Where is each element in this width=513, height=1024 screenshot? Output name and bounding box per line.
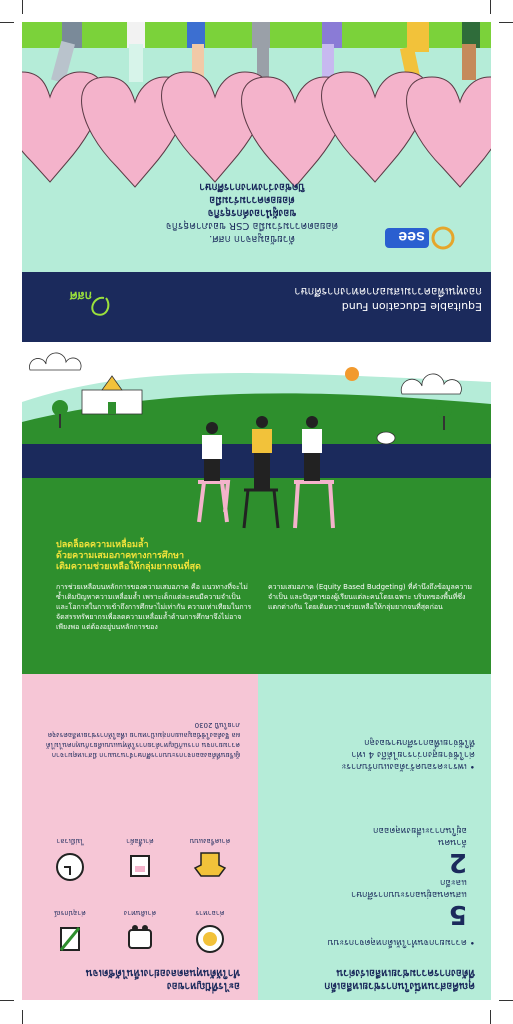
stat-line-c: และอีก [439,877,467,887]
green-body-left: การช่วยเหลือบนหลักการของความเสมอภาค คือ แนวทางที่จะไม่ซ้ำเติมปัญหาความเหลื่อมล้ำ เพราะเด็กแต่ละคนมีความจำเป็นและโอกาสในการเข้าถึงการศึกษาไม่เท่ากัน ความเท่าเทียมในการจัดสรรทรัพยากรเพื่อลดความเหลื่อมล้ำด้านการศึกษาจึงไม่อาจเพียงพอ แต่ต้องอยู่บนหลักการของ [56,583,252,631]
food-icon [193,922,227,956]
supplies-icon [53,922,87,956]
crop-mark [0,22,14,23]
cost-label: ค่าเดินทาง [123,909,157,917]
clock-icon [53,850,87,884]
mint-title-0: คุณคือส่วนหนึ่งในการช่วยเหลือเด็ก [324,980,475,991]
bullet-2-line-1: ที่ใช้จ่ายเพื่อการศึกษาของลูก [364,737,475,747]
green-heading [56,540,476,573]
banner-title-block [202,284,482,314]
cost-item [110,836,170,884]
top-panel-subtitle-1: ด้วยข้อมูลจาก กสศ. [209,233,295,244]
mint-panel [258,674,491,1000]
cost-label: ไม่มีเวลา [56,837,84,845]
bullet-dot: • [466,761,475,771]
pink-panel [22,674,258,1000]
banner [22,272,491,342]
crop-mark [490,1010,491,1024]
mint-panel-content [258,674,491,1000]
crop-mark [490,0,491,14]
equity-scene [22,342,491,534]
pink-title [40,966,240,992]
top-panel-subtitle-0: ต่อยอดความร่วมมือ CSR ของภาคธุรกิจ [165,220,339,231]
crop-mark [0,1000,14,1001]
pink-title-1: ทำให้ต้นทุนลดลงอย่างเห็นได้ชัดเจน [85,967,240,978]
mint-bullet-1 [270,936,475,948]
cost-icons [40,786,240,956]
crop-mark [22,0,23,14]
banner-title-en: Equitable Education Fund [341,300,482,313]
green-panel [22,534,491,674]
eef-logo [56,286,116,326]
see-logo-icon [377,190,457,260]
see-logo-text: see [398,228,425,245]
bullet-text: เพราะครอบครัวต้องแบกรับภาระ [341,761,467,771]
green-heading-2: เติมความช่วยเหลือให้กลุ่มยากจนที่สุด [56,562,201,572]
top-panel-title-2: ของผู้นำองค์กรธุรกิจ [207,207,297,218]
mint-title-1: ที่ต้องการความช่วยเหลือเร่งด่วน [336,967,475,978]
bullet-text: ความยากจนทำให้เด็กหลุดจากระบบ [327,937,467,947]
cost-item [40,908,100,956]
mint-title [270,966,475,992]
cost-item [180,836,240,884]
eef-logo-text: กสศ [69,289,92,303]
clothes-icon [123,850,157,884]
cost-label: ค่าอาหาร [195,909,225,917]
green-heading-1: ด้วยความเสมอภาคทางการศึกษา [56,551,185,561]
travel-icon [123,922,157,956]
cost-item [40,836,100,884]
mint-bullet-2 [270,736,475,772]
stat-block [267,824,467,928]
top-panel-title-0: ปิดช่องว่างทางการศึกษา [199,181,305,192]
uniform-icon [193,850,227,884]
crop-mark [499,22,513,23]
cost-label: ค่าเครื่องแบบ [189,837,231,845]
equity-illustration [22,342,491,534]
green-heading-0: ปลดล็อคความเหลื่อมล้ำ [56,540,149,550]
banner-title-th: กองทุนเพื่อความเสมอภาคทางการศึกษา [294,285,482,298]
crop-mark [499,1000,513,1001]
top-panel [22,22,491,272]
crop-mark [22,1010,23,1024]
bullet-2-line-0: ค่าใช้จ่ายสูงกว่ารายได้ถึง 4 เท่า [351,749,475,759]
cost-label: ค่าเสื้อผ้า [126,837,154,845]
stat-line-d: อยู่ในภาวะเสี่ยงหลุดออก [373,825,467,835]
top-panel-title-1: ต่อยอดความร่วมมือ [209,194,295,205]
cost-item [180,908,240,956]
stat-number-2: 2 [448,847,467,877]
green-body-right: ความเสมอภาค (Equity Based Budgeting) ที่คำนึงถึงข้อมูลความจำเป็น และปัญหาของผู้เรียนแต่ละคนโดยเฉพาะ บริบทของพื้นที่ซึ่งแตกต่างกัน โดยเติมความช่วยเหลือให้กลุ่มยากจนที่สุดก่อน [268,583,472,611]
cost-item [110,908,170,956]
pink-title-0: อะไรที่ปัญหาของ [166,980,240,991]
stat-number-5: 5 [448,899,467,929]
top-panel-text [132,180,372,245]
stat-line-b: ล้านคน [438,837,467,847]
pink-panel-content [22,674,258,1000]
cost-label: ค่าอุปกรณ์ [54,909,86,917]
stat-line-a: แสนคนอยู่นอกระบบการศึกษา [351,889,467,899]
pink-body: ผู้เรียนที่ต้องออกจากระบบการศึกษาจำนวนมาก มีสาเหตุมาจากความยากจน การแก้ปัญหาด้วยการให้ทุนแบบเดียวกันทุกคนไม่ได้ผล จึงต้องใช้ข้อมูลแยกกลุ่มเป้าหมาย เพื่อให้การช่วยเหลือตรงจุดภายในปี 2030 [45,721,240,759]
eef-logo-icon [56,286,116,326]
see-logo [377,190,457,260]
bullet-dot: • [466,937,475,947]
